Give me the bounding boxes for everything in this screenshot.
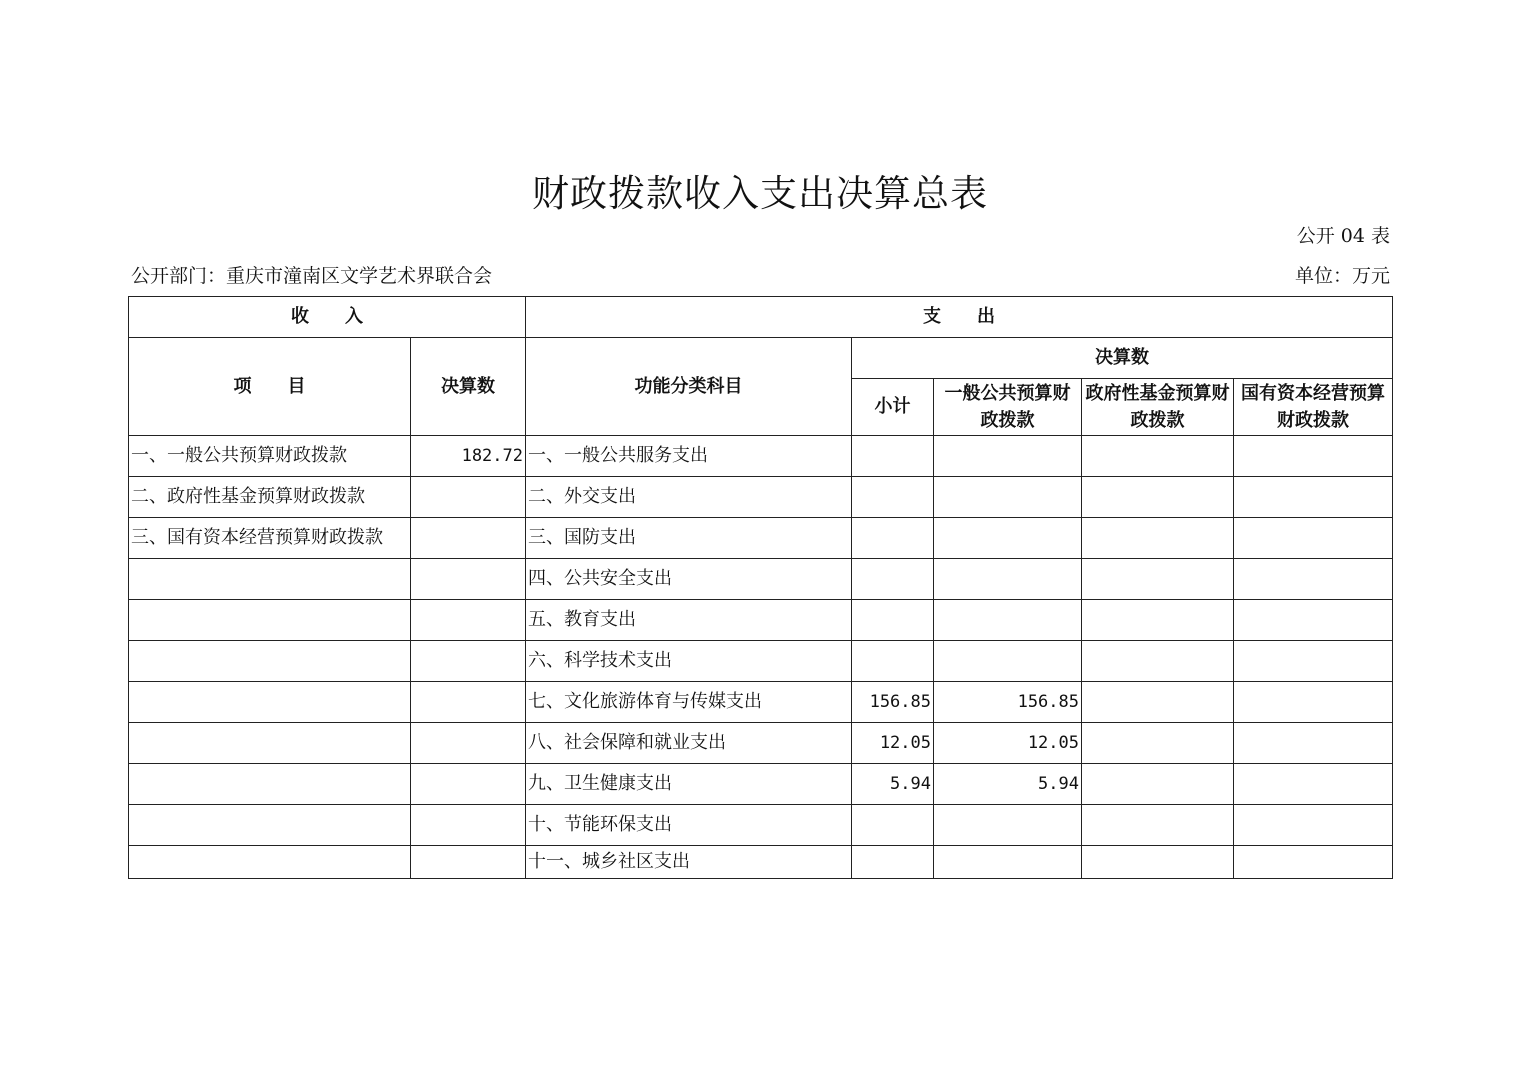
unit-label: 单位：万元	[1294, 265, 1390, 287]
general-budget-cell	[934, 477, 1082, 518]
subtotal-cell	[852, 846, 934, 879]
gov-fund-cell	[1082, 723, 1234, 764]
gov-fund-cell	[1082, 559, 1234, 600]
gov-fund-cell	[1082, 641, 1234, 682]
gov-fund-cell	[1082, 846, 1234, 879]
expense-item-cell: 十一、城乡社区支出	[526, 846, 852, 879]
expense-item-cell: 七、文化旅游体育与传媒支出	[526, 682, 852, 723]
gov-fund-cell	[1082, 477, 1234, 518]
form-number: 公开 04 表	[1296, 225, 1390, 247]
gov-fund-cell	[1082, 764, 1234, 805]
general-budget-cell: 5.94	[934, 764, 1082, 805]
subtotal-cell	[852, 641, 934, 682]
income-item-cell: 三、国有资本经营预算财政拨款	[129, 518, 411, 559]
general-budget-cell: 156.85	[934, 682, 1082, 723]
income-item-cell: 一、一般公共预算财政拨款	[129, 436, 411, 477]
expense-section-header: 支 出	[526, 297, 1393, 338]
income-amount-cell	[411, 559, 526, 600]
table-row	[129, 518, 1393, 559]
department-label: 公开部门：重庆市潼南区文学艺术界联合会	[131, 265, 493, 287]
income-amount-cell: 182.72	[411, 436, 526, 477]
general-budget-cell	[934, 436, 1082, 477]
expense-item-cell: 八、社会保障和就业支出	[526, 723, 852, 764]
final-amount-header: 决算数	[852, 338, 1393, 379]
table-row	[129, 477, 1393, 518]
income-item-cell	[129, 805, 411, 846]
income-item-cell	[129, 641, 411, 682]
state-capital-cell	[1234, 641, 1393, 682]
income-amount-cell	[411, 846, 526, 879]
income-amount-cell	[411, 723, 526, 764]
expense-item-cell: 二、外交支出	[526, 477, 852, 518]
item-header: 项 目	[129, 338, 411, 436]
gov-fund-cell	[1082, 436, 1234, 477]
income-item-cell	[129, 600, 411, 641]
general-budget-cell	[934, 518, 1082, 559]
general-budget-cell	[934, 641, 1082, 682]
amount-header: 决算数	[411, 338, 526, 436]
subtotal-header: 小计	[852, 379, 934, 436]
expense-item-cell: 三、国防支出	[526, 518, 852, 559]
table-row	[129, 682, 1393, 723]
general-budget-cell	[934, 805, 1082, 846]
expense-item-cell: 十、节能环保支出	[526, 805, 852, 846]
income-amount-cell	[411, 805, 526, 846]
gov-fund-cell	[1082, 518, 1234, 559]
expense-item-cell: 六、科学技术支出	[526, 641, 852, 682]
table-row	[129, 600, 1393, 641]
general-budget-cell	[934, 600, 1082, 641]
state-capital-cell	[1234, 805, 1393, 846]
income-amount-cell	[411, 518, 526, 559]
gov-fund-cell	[1082, 805, 1234, 846]
income-section-header: 收 入	[129, 297, 526, 338]
subtotal-cell	[852, 559, 934, 600]
gov-fund-header: 政府性基金预算财政拨款	[1082, 379, 1234, 436]
subtotal-cell	[852, 805, 934, 846]
general-budget-header: 一般公共预算财政拨款	[934, 379, 1082, 436]
expense-item-cell: 四、公共安全支出	[526, 559, 852, 600]
state-capital-header: 国有资本经营预算财政拨款	[1234, 379, 1393, 436]
subtotal-cell: 12.05	[852, 723, 934, 764]
table-row	[129, 641, 1393, 682]
table-row	[129, 723, 1393, 764]
state-capital-cell	[1234, 436, 1393, 477]
page-title: 财政拨款收入支出决算总表	[532, 172, 988, 215]
state-capital-cell	[1234, 518, 1393, 559]
header-row-sections	[129, 297, 1393, 338]
expense-item-cell: 一、一般公共服务支出	[526, 436, 852, 477]
general-budget-cell	[934, 559, 1082, 600]
income-item-cell	[129, 559, 411, 600]
general-budget-cell: 12.05	[934, 723, 1082, 764]
table-row	[129, 436, 1393, 477]
income-item-cell: 二、政府性基金预算财政拨款	[129, 477, 411, 518]
income-item-cell	[129, 764, 411, 805]
income-amount-cell	[411, 600, 526, 641]
state-capital-cell	[1234, 600, 1393, 641]
income-item-cell	[129, 682, 411, 723]
state-capital-cell	[1234, 559, 1393, 600]
state-capital-cell	[1234, 477, 1393, 518]
subtotal-cell	[852, 436, 934, 477]
table-row	[129, 764, 1393, 805]
table-row	[129, 559, 1393, 600]
subtotal-cell: 156.85	[852, 682, 934, 723]
gov-fund-cell	[1082, 600, 1234, 641]
expense-item-cell: 五、教育支出	[526, 600, 852, 641]
subtotal-cell	[852, 477, 934, 518]
income-amount-cell	[411, 764, 526, 805]
general-budget-cell	[934, 846, 1082, 879]
state-capital-cell	[1234, 682, 1393, 723]
header-row-columns	[129, 338, 1393, 379]
income-amount-cell	[411, 641, 526, 682]
table-row	[129, 846, 1393, 879]
subtotal-cell: 5.94	[852, 764, 934, 805]
state-capital-cell	[1234, 764, 1393, 805]
gov-fund-cell	[1082, 682, 1234, 723]
income-amount-cell	[411, 477, 526, 518]
state-capital-cell	[1234, 723, 1393, 764]
budget-table	[128, 296, 1393, 879]
subtotal-cell	[852, 518, 934, 559]
income-item-cell	[129, 723, 411, 764]
subtotal-cell	[852, 600, 934, 641]
income-amount-cell	[411, 682, 526, 723]
table-row	[129, 805, 1393, 846]
income-item-cell	[129, 846, 411, 879]
state-capital-cell	[1234, 846, 1393, 879]
function-category-header: 功能分类科目	[526, 338, 852, 436]
expense-item-cell: 九、卫生健康支出	[526, 764, 852, 805]
